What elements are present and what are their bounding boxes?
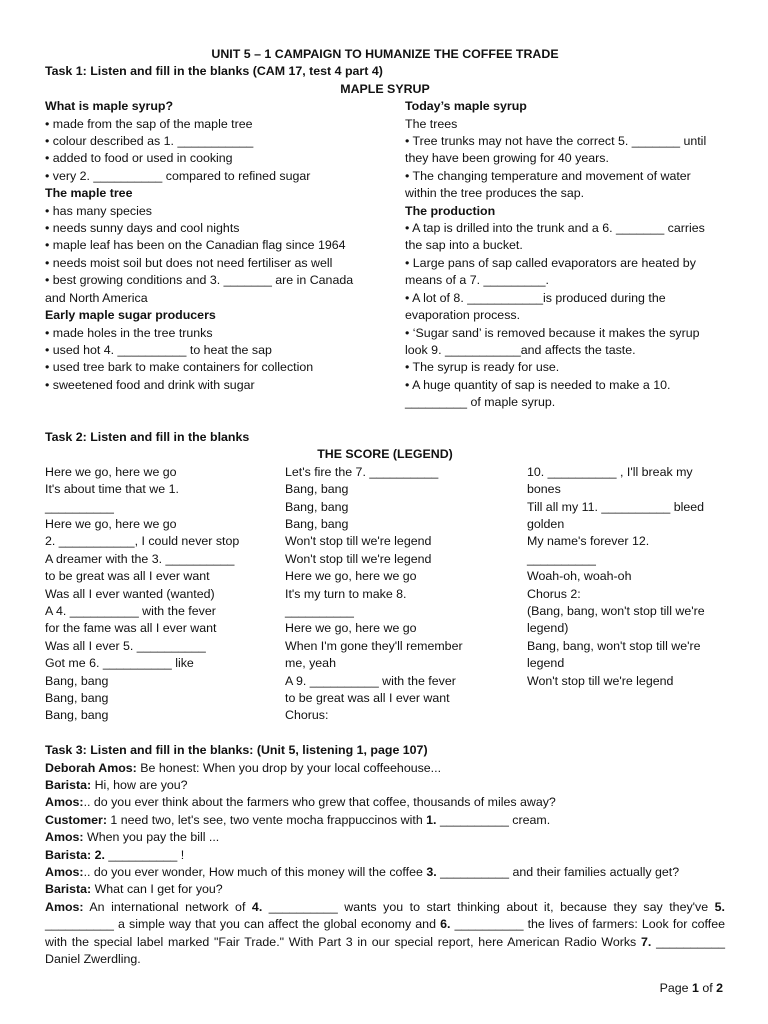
lyric-line: __________ <box>45 499 114 514</box>
dialogue-text: __________ a simple way that you can affect the global economy and <box>45 917 441 932</box>
dialogue-line <box>45 881 725 898</box>
task1-right-column <box>405 98 723 411</box>
lyric-line: Bang, bang <box>45 673 109 688</box>
task3-paragraph <box>45 899 725 969</box>
lyric-line: Bang, bang <box>285 516 349 531</box>
blank-number: 1. <box>426 812 437 827</box>
list-item: • has many species <box>45 203 152 218</box>
list-item: the sap into a bucket. <box>405 238 523 253</box>
list-item: • added to food or used in cooking <box>45 151 233 166</box>
lyric-line: Let's fire the 7. __________ <box>285 464 439 479</box>
list-item: • made holes in the tree trunks <box>45 325 213 340</box>
lyric-line: bones <box>527 482 561 497</box>
task1-title: Task 1: Listen and fill in the blanks (CAM 17, test 4 part 4) <box>45 64 383 79</box>
dialogue-line <box>45 812 725 829</box>
speaker-label: Customer: <box>45 812 107 827</box>
task1-subtitle: MAPLE SYRUP <box>340 81 430 96</box>
speaker-label: Barista: <box>45 778 92 793</box>
dialogue-text: 1 need two, let's see, two vente mocha frappuccinos with <box>106 812 427 827</box>
lyric-line: to be great was all I ever want <box>285 691 450 706</box>
speaker-label: Amos: <box>45 795 84 810</box>
lyric-line: Here we go, here we go <box>285 569 417 584</box>
dialogue-text: Be honest: When you drop by your local coffeehouse... <box>136 760 442 775</box>
list-item: The trees <box>405 116 458 131</box>
list-item: • A huge quantity of sap is needed to make a 10. <box>405 377 671 392</box>
blank-number: 7. <box>641 934 652 949</box>
lyric-line: When I'm gone they'll remember <box>285 638 463 653</box>
section-heading: Early maple sugar producers <box>45 308 216 323</box>
lyric-line: A dreamer with the 3. __________ <box>45 551 235 566</box>
page-footer <box>660 980 723 997</box>
lyric-line: Won't stop till we're legend <box>285 534 432 549</box>
of-word: of <box>698 981 717 995</box>
dialogue-text: .. do you ever think about the farmers who grew that coffee, thousands of miles away? <box>83 795 556 810</box>
list-item: • The syrup is ready for use. <box>405 360 560 375</box>
blank-number: 6. <box>440 917 451 932</box>
blank-number: 5. <box>714 899 725 914</box>
lyric-line: __________ <box>285 603 354 618</box>
list-item: within the tree produces the sap. <box>405 186 585 201</box>
lyric-line: Got me 6. __________ like <box>45 656 194 671</box>
lyric-line: Bang, bang, won't stop till we're <box>527 638 701 653</box>
speaker-label: Amos: <box>45 865 84 880</box>
list-item: • The changing temperature and movement of water <box>405 168 691 183</box>
lyric-line: 10. __________ , I'll break my <box>527 464 693 479</box>
section-heading: The maple tree <box>45 186 133 201</box>
lyric-line: (Bang, bang, won't stop till we're <box>527 603 705 618</box>
dialogue-line <box>45 864 725 881</box>
page-number: 1 <box>691 981 699 995</box>
lyric-line: legend <box>527 656 565 671</box>
dialogue-line <box>45 777 725 794</box>
lyric-line: Till all my 11. __________ bleed <box>527 499 705 514</box>
list-item: • ‘Sugar sand’ is removed because it makes the syrup <box>405 325 700 340</box>
task1-columns <box>45 98 725 411</box>
list-item: • used hot 4. __________ to heat the sap <box>45 342 272 357</box>
dialogue-text: __________ wants you to start thinking about it, because they say they've <box>262 899 715 914</box>
speaker-label: Amos: <box>45 830 84 845</box>
speaker-label: Deborah Amos: <box>45 760 137 775</box>
dialogue-text: __________ cream. <box>436 812 551 827</box>
task2-lyrics <box>45 464 725 725</box>
lyric-line: A 4. __________ with the fever <box>45 603 216 618</box>
dialogue-text: __________ ! <box>104 847 185 862</box>
dialogue-text: __________ Daniel Zwerdling. <box>45 934 725 967</box>
blank-number: 4. <box>251 899 263 914</box>
dialogue-text: __________ and their families actually get? <box>436 865 680 880</box>
list-item: • very 2. __________ compared to refined sugar <box>45 168 311 183</box>
lyric-line: A 9. __________ with the fever <box>285 673 456 688</box>
list-item: • Tree trunks may not have the correct 5. _______ until <box>405 134 707 149</box>
lyric-line: Here we go, here we go <box>285 621 417 636</box>
lyric-line: Was all I ever wanted (wanted) <box>45 586 215 601</box>
lyric-line: for the fame was all I ever want <box>45 621 217 636</box>
task2-title: Task 2: Listen and fill in the blanks <box>45 429 250 444</box>
dialogue-text: What can I get for you? <box>91 882 223 897</box>
list-item: • needs moist soil but does not need fertiliser as well <box>45 255 333 270</box>
task3-title: Task 3: Listen and fill in the blanks: (Unit 5, listening 1, page 107) <box>45 743 428 758</box>
lyric-line: Here we go, here we go <box>45 516 177 531</box>
lyric-line: 2. ___________, I could never stop <box>45 534 240 549</box>
lyrics-column-1 <box>45 464 285 725</box>
list-item: and North America <box>45 290 148 305</box>
list-item: evaporation process. <box>405 308 521 323</box>
list-item: • made from the sap of the maple tree <box>45 116 253 131</box>
lyric-line: My name's forever 12. <box>527 534 650 549</box>
list-item: • maple leaf has been on the Canadian flag since 1964 <box>45 238 346 253</box>
worksheet-page <box>45 46 725 969</box>
blank-number: 3. <box>426 865 437 880</box>
lyric-line: Bang, bang <box>45 691 109 706</box>
lyrics-column-3 <box>527 464 723 725</box>
dialogue-text: __________ the lives of farmers: Look for coffee with the special label marked "Fair Trade." With Part 3 in our special report, here American Radio Works <box>45 917 725 949</box>
dialogue-text: Hi, how are you? <box>91 778 188 793</box>
list-item: • A lot of 8. ___________is produced during the <box>405 290 666 305</box>
lyric-line: __________ <box>527 551 596 566</box>
lyric-line: Bang, bang <box>285 499 349 514</box>
speaker-label: Amos: <box>45 899 84 914</box>
lyric-line: It's about time that we 1. <box>45 482 179 497</box>
lyric-line: Chorus: <box>285 708 329 723</box>
dialogue-line <box>45 794 725 811</box>
speaker-label: Barista: <box>45 882 92 897</box>
lyric-line: Won't stop till we're legend <box>527 673 674 688</box>
list-item: • used tree bark to make containers for collection <box>45 360 314 375</box>
speaker-label: Barista: <box>45 847 92 862</box>
section-heading: The production <box>405 203 496 218</box>
unit-title: UNIT 5 – 1 CAMPAIGN TO HUMANIZE THE COFFEE TRADE <box>211 47 559 61</box>
list-item: _________ of maple syrup. <box>405 395 556 410</box>
dialogue-line <box>45 760 725 777</box>
blank-number: 2. <box>94 847 105 862</box>
list-item: • colour described as 1. ___________ <box>45 134 254 149</box>
lyric-line: Bang, bang <box>45 708 109 723</box>
dialogue-text: .. do you ever wonder, How much of this money will the coffee <box>83 865 427 880</box>
lyric-line: Won't stop till we're legend <box>285 551 432 566</box>
list-item: • A tap is drilled into the trunk and a 6. _______ carries <box>405 221 705 236</box>
list-item: • needs sunny days and cool nights <box>45 221 240 236</box>
dialogue-text: An international network of <box>83 899 252 914</box>
lyric-line: Here we go, here we go <box>45 464 177 479</box>
lyric-line: Was all I ever 5. __________ <box>45 638 206 653</box>
list-item: they have been growing for 40 years. <box>405 151 609 166</box>
lyric-line: Bang, bang <box>285 482 349 497</box>
dialogue-text: When you pay the bill ... <box>83 830 220 845</box>
lyric-line: golden <box>527 516 565 531</box>
list-item: • sweetened food and drink with sugar <box>45 377 255 392</box>
list-item: look 9. ___________and affects the taste. <box>405 342 636 357</box>
dialogue-line <box>45 829 725 846</box>
section-heading: Today’s maple syrup <box>405 99 527 114</box>
task3-dialogue <box>45 760 725 899</box>
list-item: • best growing conditions and 3. _______ are in Canada <box>45 273 354 288</box>
section-heading: What is maple syrup? <box>45 99 174 114</box>
page-word: Page <box>659 981 692 995</box>
task1-left-column <box>45 98 405 411</box>
task2-subtitle: THE SCORE (LEGEND) <box>317 447 453 462</box>
lyric-line: Woah-oh, woah-oh <box>527 569 632 584</box>
dialogue-line <box>45 847 725 864</box>
lyric-line: Chorus 2: <box>527 586 581 601</box>
list-item: means of a 7. _________. <box>405 273 549 288</box>
lyric-line: me, yeah <box>285 656 336 671</box>
lyric-line: to be great was all I ever want <box>45 569 210 584</box>
page-total: 2 <box>716 981 723 995</box>
list-item: • Large pans of sap called evaporators are heated by <box>405 255 696 270</box>
lyric-line: legend) <box>527 621 569 636</box>
lyric-line: It's my turn to make 8. <box>285 586 407 601</box>
lyrics-column-2 <box>285 464 527 725</box>
